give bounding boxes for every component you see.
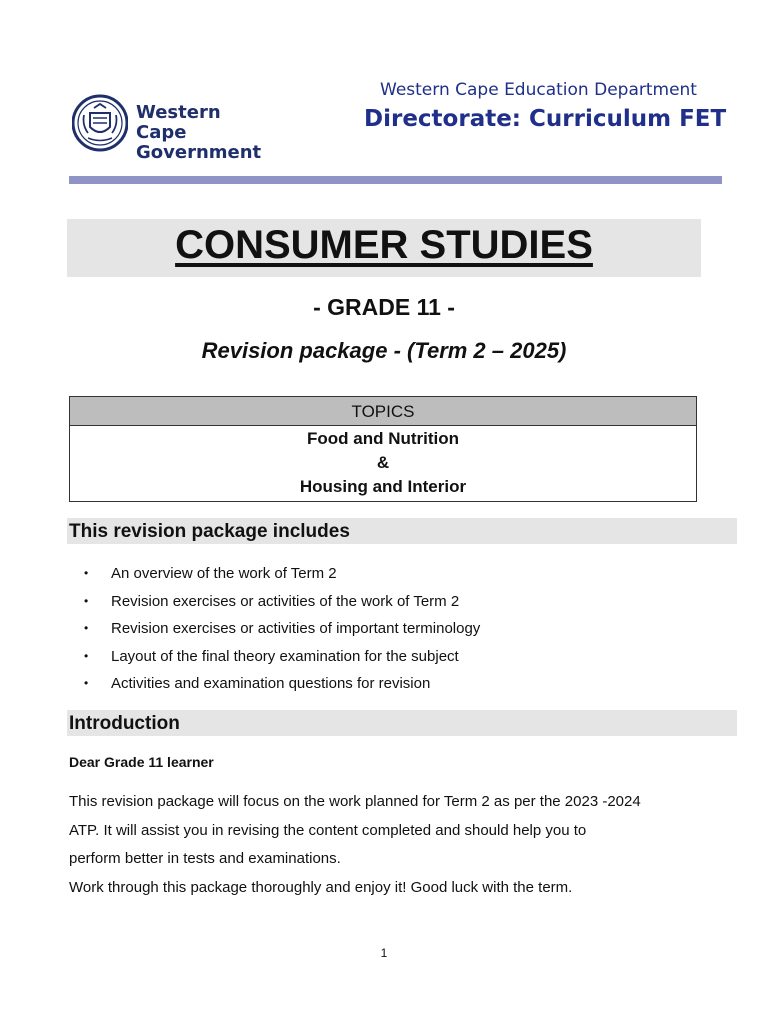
list-item xyxy=(84,643,480,671)
list-item xyxy=(84,588,480,616)
department-name: Western Cape Education Department xyxy=(380,80,697,100)
wcg-logo xyxy=(72,93,272,163)
list-item xyxy=(84,615,480,643)
list-item xyxy=(84,670,480,698)
paragraph-line: This revision package will focus on the work planned for Term 2 as per the 2023 -2024 xyxy=(69,793,641,810)
bullet-icon: • xyxy=(84,593,89,608)
topics-table xyxy=(69,396,697,502)
bullet-icon: • xyxy=(84,648,89,663)
topic-food-nutrition: Food and Nutrition xyxy=(306,429,460,448)
document-title: CONSUMER STUDIES xyxy=(175,223,593,267)
includes-heading: This revision package includes xyxy=(67,518,737,544)
list-item-text: An overview of the work of Term 2 xyxy=(111,565,337,582)
coat-of-arms-icon xyxy=(72,93,128,153)
paragraph-line: perform better in tests and examinations. xyxy=(69,850,341,867)
greeting: Dear Grade 11 learner xyxy=(69,754,214,770)
grade-label: - GRADE 11 - xyxy=(313,294,455,320)
topic-ampersand: & xyxy=(376,453,390,472)
logo-line-1: Western Cape xyxy=(136,102,221,143)
page-number: 1 xyxy=(380,946,388,960)
logo-wordmark xyxy=(136,103,272,163)
list-item-text: Revision exercises or activities of important terminology xyxy=(111,620,481,637)
list-item xyxy=(84,560,480,588)
topic-housing-interior: Housing and Interior xyxy=(299,477,467,496)
paragraph-line: Work through this package thoroughly and enjoy it! Good luck with the term. xyxy=(69,878,573,896)
bullet-icon: • xyxy=(84,621,89,635)
paragraph-line: ATP. It will assist you in revising the content completed and should help you to xyxy=(69,821,587,839)
includes-list xyxy=(84,560,480,698)
header-divider xyxy=(69,176,722,184)
list-item-text: Revision exercises or activities of the work of Term 2 xyxy=(111,592,460,610)
directorate-name: Directorate: Curriculum FET xyxy=(364,106,727,132)
logo-line-2: Government xyxy=(136,142,262,163)
revision-subtitle: Revision package - (Term 2 – 2025) xyxy=(201,338,567,363)
topics-header: TOPICS xyxy=(70,397,696,426)
list-item-text: Activities and examination questions for revision xyxy=(111,675,431,692)
bullet-icon: • xyxy=(84,566,89,580)
bullet-icon: • xyxy=(84,676,89,690)
topics-body xyxy=(70,427,696,499)
introduction-heading: Introduction xyxy=(67,710,737,736)
introduction-paragraph xyxy=(69,788,729,902)
list-item-text: Layout of the final theory examination for the subject xyxy=(111,647,459,665)
